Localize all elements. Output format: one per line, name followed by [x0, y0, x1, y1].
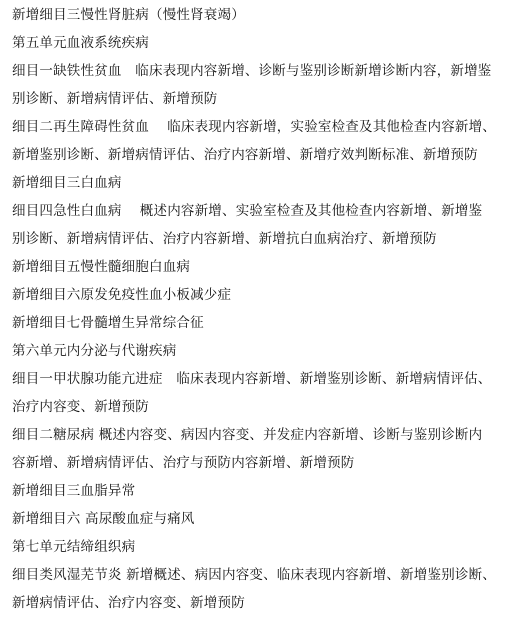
unit-six-heading: 第六单元内分泌与代谢疾病	[12, 343, 177, 359]
iron-anemia-line-1: 细目一缺铁性贫血 临床表现内容新增、诊断与鉴别诊断新增诊断内容，新增鉴	[12, 63, 492, 79]
mds-subitem-line: 新增细目七骨髓增生异常综合征	[12, 315, 204, 331]
diabetes-line-2: 容新增、新增病情评估、治疗与预防内容新增、新增预防	[12, 455, 355, 471]
rheumatoid-line-2: 新增病情评估、治疗内容变、新增预防	[12, 595, 245, 611]
rheumatoid-line-1: 细目类风湿芜节炎 新增概述、病因内容变、临床表现内容新增、新增鉴别诊断、	[12, 567, 496, 583]
ckd-subitem-line: 新增细目三慢性肾脏病（慢性肾衰竭）	[12, 7, 245, 23]
acute-leukemia-line-2: 别诊断、新增病情评估、治疗内容新增、新增抗白血病治疗、新增预防	[12, 231, 437, 247]
aplastic-anemia-line-2: 新增鉴别诊断、新增病情评估、治疗内容新增、新增疗效判断标准、新增预防	[12, 147, 478, 163]
gout-subitem-line: 新增细目六 高尿酸血症与痛风	[12, 511, 195, 527]
leukemia-subitem-line: 新增细目三白血病	[12, 175, 122, 191]
unit-seven-heading: 第七单元结缔组织病	[12, 539, 136, 555]
hyperthyroidism-line-1: 细目一甲状腺功能亢进症 临床表现内容新增、新增鉴别诊断、新增病情评估、	[12, 371, 492, 387]
hyperthyroidism-line-2: 治疗内容变、新增预防	[12, 399, 149, 415]
aplastic-anemia-line-1: 细目二再生障碍性贫血 临床表现内容新增，实验室检查及其他检查内容新增、	[12, 119, 496, 135]
cml-subitem-line: 新增细目五慢性髓细胞白血病	[12, 259, 191, 275]
document-body	[12, 2, 524, 618]
acute-leukemia-line-1: 细目四急性白血病 概述内容新增、实验室检查及其他检查内容新增、新增鉴	[12, 203, 483, 219]
iron-anemia-line-2: 别诊断、新增病情评估、新增预防	[12, 91, 218, 107]
itp-subitem-line: 新增细目六原发免疫性血小板减少症	[12, 287, 232, 303]
unit-five-heading: 第五单元血液系统疾病	[12, 35, 149, 51]
diabetes-line-1: 细目二糖尿病 概述内容变、病因内容变、并发症内容新增、诊断与鉴别诊断内	[12, 427, 483, 443]
dyslipidemia-subitem-line: 新增细目三血脂异常	[12, 483, 136, 499]
